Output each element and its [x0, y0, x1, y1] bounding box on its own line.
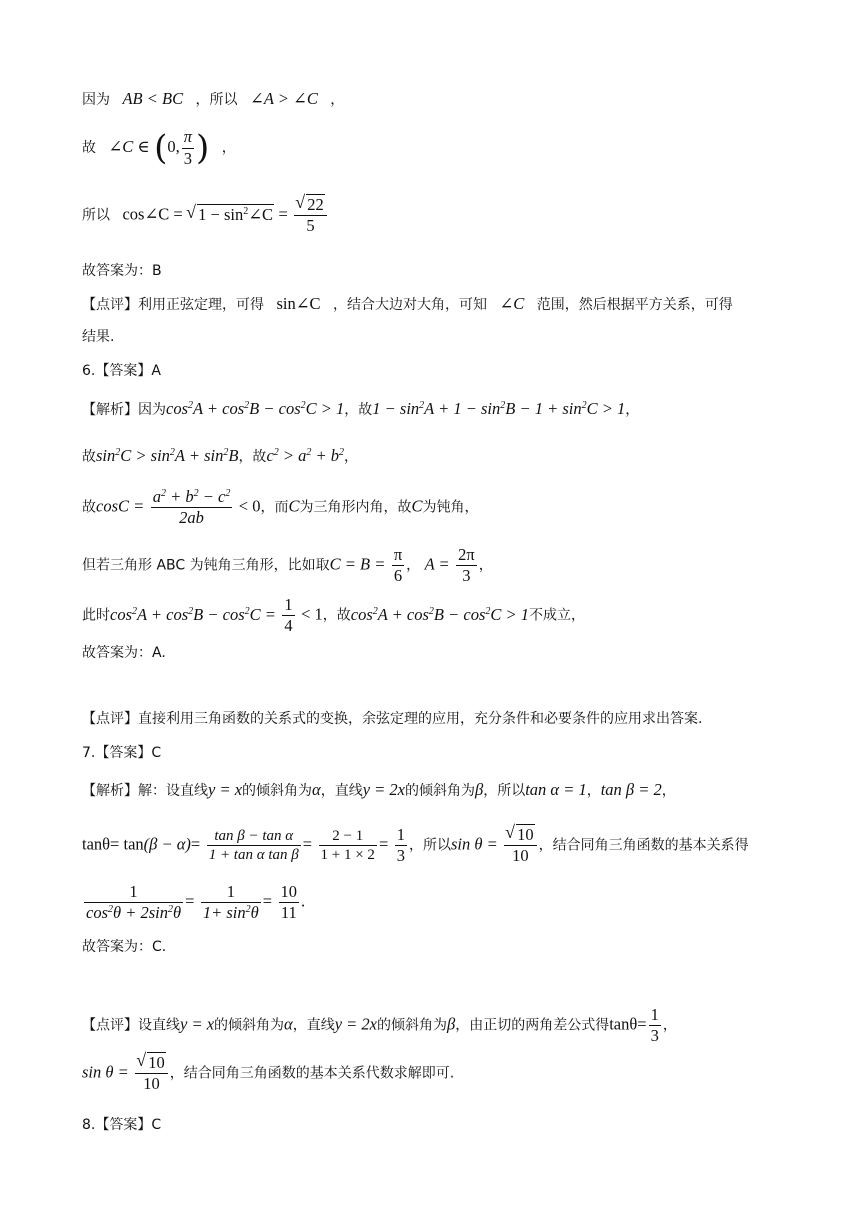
answer-6-heading	[82, 360, 161, 380]
math-text: β	[446, 1014, 456, 1034]
text: ，	[661, 783, 676, 799]
math-text: =	[278, 204, 288, 224]
answer-8-heading	[82, 1114, 161, 1134]
math-text: y = 2x	[362, 780, 405, 799]
math-text: $\cos^2A + \cos^2B - \cos^2C$ =	[110, 604, 276, 624]
fraction: $\frac{2 - 1}{1 + 1 \times 2}$	[320, 827, 375, 864]
math-text: C = B =	[329, 554, 386, 574]
fraction: √ $\frac{22}{5}$	[294, 196, 327, 235]
math-text: ∠C	[499, 294, 525, 313]
line-17	[82, 826, 749, 865]
text: ，由正切的两角差公式得	[455, 1017, 610, 1034]
line-19	[82, 936, 166, 956]
text: 范围，然后根据平方关系，可得	[536, 297, 733, 313]
text: 为钝角，	[422, 499, 479, 516]
math-text: tan β = 2	[600, 780, 662, 799]
text: 为三角形内角，故	[299, 499, 412, 516]
text: ，	[625, 402, 640, 418]
text: 【点评】设直线	[82, 1017, 180, 1034]
math-text: C	[288, 496, 300, 516]
fraction: $\frac{\text{tan β − tan α}}{\text{1 + tan α tan β}}$	[208, 827, 299, 864]
fraction: √ $\frac{10}{10}$	[504, 826, 537, 865]
text: ，所以	[408, 837, 451, 854]
math-text: sin∠C	[276, 294, 321, 313]
line-10	[82, 488, 479, 527]
math-text: =	[185, 891, 195, 911]
math-text: 0,	[167, 137, 180, 156]
fraction: $\frac{1}{4}$	[284, 595, 293, 636]
math-inequality: AB < BC	[122, 89, 184, 108]
fraction: $\frac{10}{11}$	[280, 882, 298, 923]
fraction: $\frac{1}{1+ \sin^2\theta}$	[202, 882, 259, 923]
text: 但若三角形 ABC 为钝角三角形，比如取	[82, 557, 330, 574]
text: ，	[586, 783, 601, 799]
line-5	[82, 294, 733, 314]
line-13	[82, 642, 166, 662]
text: 故	[82, 499, 96, 516]
line-6	[82, 326, 114, 346]
text: ，结合同角三角函数的基本关系得	[538, 837, 749, 854]
line-18	[82, 883, 305, 922]
math-text: =	[302, 834, 313, 854]
math-text: $\cos^2A + \cos^2B - \cos^2C > 1$	[166, 399, 345, 418]
text: ，所以	[195, 92, 238, 108]
math-text: C	[411, 496, 423, 516]
line-1	[82, 89, 344, 109]
text: 6.【答案】A	[82, 363, 161, 379]
text: 所以	[82, 207, 110, 224]
math-text: y = x	[208, 780, 243, 799]
text: 【点评】利用正弦定理，可得	[82, 297, 264, 313]
math-text: $1 - \sin^2A + 1 - \sin^2B - 1 + \sin^2C > 1$	[372, 399, 626, 418]
line-20	[82, 1006, 677, 1045]
math-text: cosC =	[96, 496, 145, 516]
math-text: y = 2x	[334, 1014, 377, 1034]
line-11	[82, 546, 493, 585]
math-text: cos∠C =	[122, 204, 183, 224]
math-text: A =	[424, 554, 450, 574]
math-angle-range: ∠C ∈	[108, 137, 150, 156]
line-9	[82, 446, 358, 466]
text: ，故	[322, 607, 351, 624]
text: 故答案为：C.	[82, 939, 167, 955]
line-3	[82, 196, 329, 235]
text: ，	[221, 140, 236, 156]
text: 的倾斜角为	[404, 783, 475, 799]
line-21	[82, 1054, 454, 1093]
fraction: $\frac{1}{3}$	[650, 1005, 659, 1046]
text: 的倾斜角为	[214, 1017, 285, 1034]
text: ，结合大边对大角，可知	[333, 297, 487, 313]
line-12	[82, 596, 585, 635]
line-2: 故 ∠C ∈ (0, $\frac{\pi}{3}$ ) ，	[82, 127, 236, 168]
math-angle-inequality: ∠A > ∠C	[250, 89, 318, 108]
text: ，而	[260, 499, 289, 516]
text: 【解析】解：设直线	[82, 783, 208, 799]
fraction: $\frac{1}{3}$	[396, 825, 405, 866]
text: ，所以	[483, 783, 526, 799]
text: ，故	[344, 402, 373, 418]
text: 【解析】因为	[82, 402, 166, 418]
math-text: < 1	[301, 604, 323, 624]
fraction: √ $\frac{10}{10}$	[135, 1054, 168, 1093]
math-text: α	[312, 780, 321, 799]
text: 不成立，	[529, 607, 586, 624]
math-text: =	[378, 834, 389, 854]
text: ，直线	[320, 783, 363, 799]
text: ，故	[238, 449, 267, 465]
text: ，	[662, 1017, 677, 1034]
fraction: $\frac{a^2 + b^2 - c^2}{2ab}$	[152, 487, 231, 528]
fraction: $\frac{\pi}{3}$	[183, 127, 192, 168]
math-text: sin θ =	[82, 1062, 129, 1082]
math-text: < 0	[238, 496, 261, 516]
fraction: $\frac{1}{\cos^2\theta + 2\sin^2\theta}$	[86, 882, 182, 923]
math-text: (β − α)	[143, 834, 191, 854]
text: 的倾斜角为	[376, 1017, 447, 1034]
text: ，结合同角三角函数的基本关系代数求解即可.	[169, 1065, 455, 1082]
line-14	[82, 708, 702, 728]
text: 7.【答案】C	[82, 745, 162, 761]
text: 【点评】直接利用三角函数的关系式的变换，余弦定理的应用，充分条件和必要条件的应用求出答案.	[82, 711, 703, 727]
text: ，	[478, 557, 493, 574]
math-text: $c^2 > a^2 + b^2$	[266, 446, 345, 465]
math-text: =	[190, 834, 201, 854]
text: ，直线	[292, 1017, 335, 1034]
math-text: $\cos^2A + \cos^2B - \cos^2C > 1$	[350, 604, 530, 624]
fraction: $\frac{\pi}{6}$	[393, 545, 403, 586]
text: 因为	[82, 92, 110, 108]
line-4	[82, 260, 162, 280]
math-text: β	[474, 780, 484, 799]
answer-7-heading	[82, 742, 161, 762]
math-text: tanθ=	[609, 1014, 647, 1034]
text: 故	[82, 140, 96, 156]
text: 8.【答案】C	[82, 1117, 162, 1133]
text: 故	[82, 449, 96, 465]
math-text: .	[301, 891, 306, 911]
text: 结果.	[82, 329, 115, 345]
math-text: =	[262, 891, 273, 911]
fraction: $\frac{2\pi}{3}$	[458, 545, 475, 586]
sqrt: √ $1 - \sin^2\angle C$	[187, 205, 274, 225]
text: ，	[330, 92, 345, 108]
text: 此时	[82, 607, 110, 624]
math-text: y = x	[180, 1014, 215, 1034]
math-text: tanθ= tan	[82, 834, 144, 854]
text: 故答案为：A.	[82, 645, 166, 661]
math-text: α	[284, 1014, 293, 1034]
text: 故答案为：B	[82, 263, 162, 279]
math-text: tan α = 1	[525, 780, 587, 799]
math-text: sin θ =	[450, 834, 498, 854]
math-text: $\sin^2C > \sin^2A + \sin^2B$	[96, 446, 239, 465]
text: ，	[344, 449, 359, 465]
line-16	[82, 780, 676, 800]
text: 的倾斜角为	[242, 783, 313, 799]
line-8	[82, 399, 639, 419]
text: ，	[406, 557, 421, 574]
